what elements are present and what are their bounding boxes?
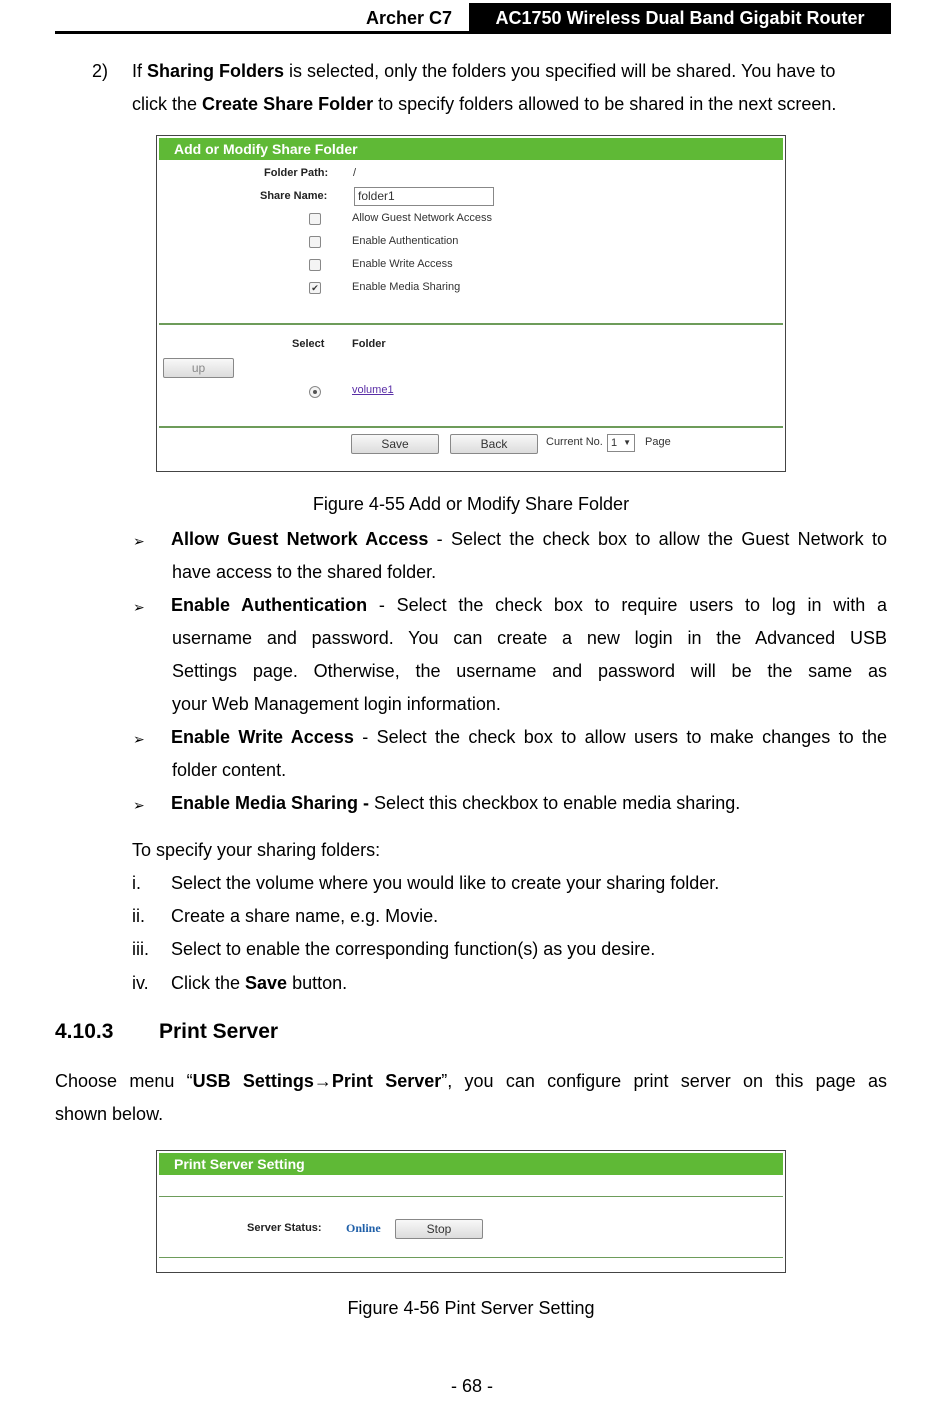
step2-bold-sharing-folders: Sharing Folders xyxy=(147,61,285,81)
step2-line2-c: to specify folders allowed to be shared in the next screen. xyxy=(373,94,837,114)
section-title: Print Server xyxy=(159,1020,279,1043)
bullet-auth-line1 xyxy=(171,589,887,622)
folder-path-label: Folder Path: xyxy=(264,167,329,179)
page-number-text: - 68 - xyxy=(450,1376,493,1396)
volume-radio[interactable] xyxy=(309,386,321,398)
back-button[interactable]: Back xyxy=(450,434,538,454)
bullet-arrow-icon: ➢ xyxy=(133,731,145,747)
fig1-divider-bottom xyxy=(159,426,783,428)
current-no-select[interactable] xyxy=(607,434,635,452)
media-sharing-label: Enable Media Sharing xyxy=(352,281,461,293)
print-intro-c: ”, you can configure print server on this page as xyxy=(441,1071,887,1091)
up-button[interactable]: up xyxy=(163,358,234,378)
bullet-guest-line1 xyxy=(171,523,887,556)
step2-line2-a: click the xyxy=(132,94,203,114)
bullet-arrow-icon: ➢ xyxy=(133,797,145,813)
share-name-input[interactable]: folder1 xyxy=(354,187,494,206)
figure-56-caption xyxy=(0,1298,950,1319)
fig1-title-bar: Add or Modify Share Folder xyxy=(159,138,783,160)
figure-55-caption xyxy=(0,494,950,515)
step-iv-num: iv. xyxy=(132,973,149,993)
write-access-label: Enable Write Access xyxy=(352,258,453,270)
step-i-text: Select the volume where you would like to create your sharing folder. xyxy=(171,873,720,893)
bullet-guest-bold: Allow Guest Network Access xyxy=(171,529,429,549)
save-button[interactable]: Save xyxy=(351,434,439,454)
step2-line1 xyxy=(132,55,887,88)
figure-55-caption-text: Figure 4-55 Add or Modify Share Folder xyxy=(312,494,630,514)
fig2-divider-bottom xyxy=(159,1257,783,1258)
header-model: Archer C7 xyxy=(366,8,453,28)
print-intro-line1 xyxy=(55,1065,887,1098)
step-iv-text xyxy=(171,967,347,1000)
step-iv-text-b: button. xyxy=(287,973,348,993)
volume-link[interactable]: volume1 xyxy=(352,384,394,396)
stop-button[interactable]: Stop xyxy=(395,1219,483,1239)
figure-56-caption-text: Figure 4-56 Pint Server Setting xyxy=(347,1298,595,1318)
fig1-divider xyxy=(159,323,783,325)
guest-access-label: Allow Guest Network Access xyxy=(352,212,492,224)
print-intro-line2: shown below. xyxy=(55,1104,164,1124)
page-number xyxy=(0,1376,950,1397)
header-title-text: AC1750 Wireless Dual Band Gigabit Router xyxy=(495,7,865,28)
step2-text-a: If xyxy=(132,61,148,81)
folder-path-value: / xyxy=(353,167,357,179)
step2-line2 xyxy=(132,88,836,121)
current-no-value: 1 xyxy=(611,437,618,449)
bullet-arrow-icon: ➢ xyxy=(133,599,145,615)
step-iv-text-a: Click the xyxy=(171,973,246,993)
page-label: Page xyxy=(645,436,671,448)
share-name-label: Share Name: xyxy=(260,190,328,202)
bullet-write-text: - Select the check box to allow users to make changes to the xyxy=(353,727,887,747)
chevron-down-icon: ▼ xyxy=(623,438,631,447)
steps-intro: To specify your sharing folders: xyxy=(132,840,381,860)
step-ii-text: Create a share name, e.g. Movie. xyxy=(171,906,439,926)
bullet-write-bold: Enable Write Access xyxy=(171,727,354,747)
fig2-title-bar: Print Server Setting xyxy=(159,1153,783,1175)
bullet-guest-text: - Select the check box to allow the Guest Network to xyxy=(428,529,887,549)
bullet-media-bold: Enable Media Sharing - xyxy=(171,793,370,813)
step2-number: 2) xyxy=(92,61,109,81)
step-ii-num: ii. xyxy=(132,906,145,926)
bullet-auth-line4: your Web Management login information. xyxy=(172,694,501,714)
bullet-write-line2: folder content. xyxy=(172,760,287,780)
step-iv-bold: Save xyxy=(245,973,288,993)
current-no-label: Current No. xyxy=(546,436,603,448)
step2-text-c: is selected, only the folders you specified will be shared. You have to xyxy=(284,61,836,81)
bullet-media-text: Select this checkbox to enable media sharing. xyxy=(369,793,741,813)
guest-access-checkbox[interactable] xyxy=(309,213,321,225)
authentication-checkbox[interactable] xyxy=(309,236,321,248)
section-number: 4.10.3 xyxy=(55,1020,114,1043)
header-title xyxy=(469,3,891,33)
header-rule xyxy=(55,31,891,34)
step-i-num: i. xyxy=(132,873,141,893)
figure-share-folder xyxy=(156,135,786,472)
step2-bold-create-share: Create Share Folder xyxy=(202,94,374,114)
write-access-checkbox[interactable] xyxy=(309,259,321,271)
folder-header: Folder xyxy=(352,338,386,350)
bullet-write-line1 xyxy=(171,721,887,754)
select-header: Select xyxy=(292,338,325,350)
step-iii-num: iii. xyxy=(132,939,149,959)
bullet-auth-line2: username and password. You can create a new login in the Advanced USB xyxy=(172,628,887,648)
bullet-auth-bold: Enable Authentication xyxy=(171,595,368,615)
figure-print-server xyxy=(156,1150,786,1273)
step-iii-text: Select to enable the corresponding function(s) as you desire. xyxy=(171,939,656,959)
server-status-value: Online xyxy=(346,1221,381,1235)
fig2-divider-top xyxy=(159,1196,783,1197)
bullet-media-line1 xyxy=(171,787,740,820)
bullet-arrow-icon: ➢ xyxy=(133,533,145,549)
authentication-label: Enable Authentication xyxy=(352,235,459,247)
server-status-label: Server Status: xyxy=(247,1222,322,1234)
bullet-guest-line2: have access to the shared folder. xyxy=(172,562,437,582)
bullet-auth-text: - Select the check box to require users to log in with a xyxy=(367,595,887,615)
bullet-auth-line3: Settings page. Otherwise, the username and password will be the same as xyxy=(172,661,887,681)
print-intro-menu: USB Settings→Print Server xyxy=(192,1071,442,1091)
print-intro-a: Choose menu “ xyxy=(55,1071,193,1091)
media-sharing-checkbox[interactable]: ✔ xyxy=(309,282,321,294)
